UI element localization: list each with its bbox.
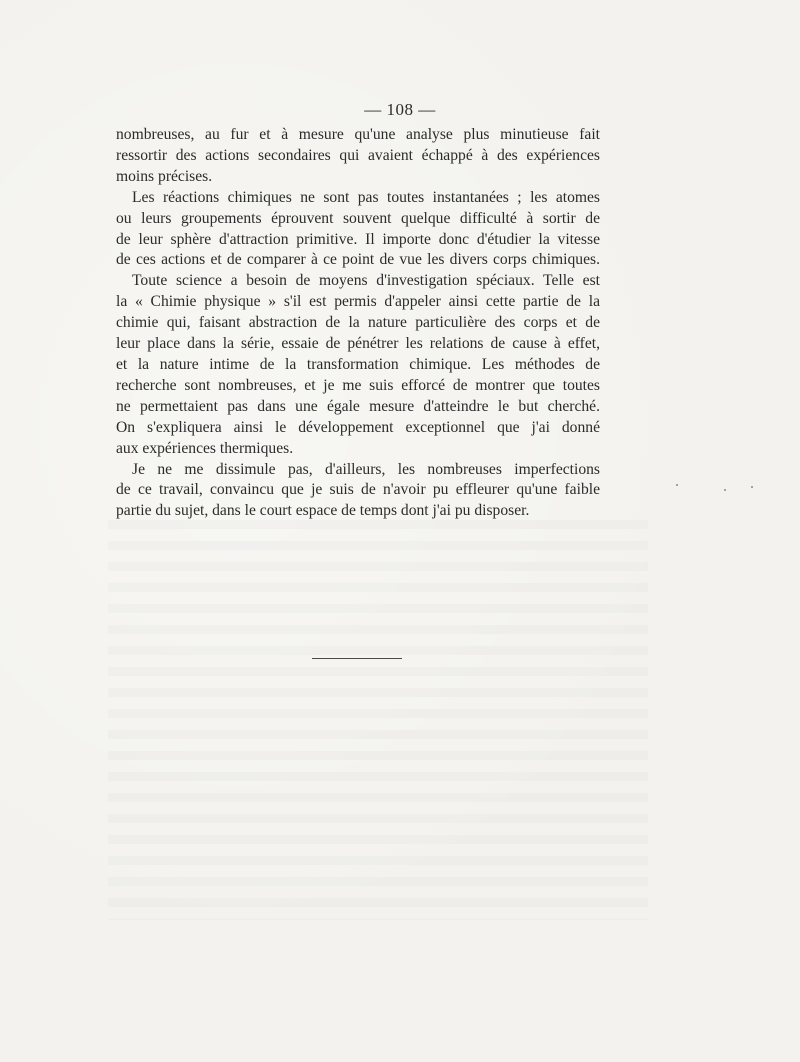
text-line: aux expériences thermiques. — [116, 439, 294, 457]
text-line: et la nature intime de la transformation chimique. Les méthodes de — [116, 355, 600, 373]
text-line: ressortir des actions secondaires qui avaient échappé à des expériences — [116, 146, 600, 164]
text-line: la « Chimie physique » s'il est permis d'appeler ainsi cette partie de la — [116, 293, 600, 311]
text-line: On s'expliquera ainsi le développement exceptionnel que j'ai donné — [116, 418, 600, 436]
text-line: Je ne me dissimule pas, d'ailleurs, les nombreuses imperfections — [132, 460, 600, 478]
text-line: chimie qui, faisant abstraction de la nature particulière des corps et de — [116, 314, 600, 332]
paper-speck — [724, 489, 726, 491]
paper-speck — [676, 484, 678, 486]
text-line: moins précises. — [116, 167, 213, 185]
text-line: de ces actions et de comparer à ce point de vue les divers corps chimiques. — [116, 251, 600, 269]
text-line: de leur sphère d'attraction primitive. Il importe donc d'étudier la vitesse — [116, 230, 600, 248]
text-line: leur place dans la série, essaie de pénétrer les relations de cause à effet, — [116, 335, 600, 353]
paper-speck — [751, 486, 753, 488]
text-line: de ce travail, convaincu que je suis de n'avoir pu effleurer qu'une faible — [116, 481, 600, 499]
section-divider-rule — [312, 658, 402, 659]
text-line: nombreuses, au fur et à mesure qu'une analyse plus minutieuse fait — [116, 126, 600, 143]
page-number: — 108 — — [364, 100, 436, 119]
text-line: recherche sont nombreuses, et je me suis efforcé de montrer que toutes — [116, 376, 600, 394]
text-line: Les réactions chimiques ne sont pas toutes instantanées ; les atomes — [132, 188, 600, 206]
text-line: ne permettaient pas dans une égale mesure d'atteindre le but cherché. — [116, 397, 600, 415]
reverse-page-bleed-through — [108, 520, 648, 920]
text-line: partie du sujet, dans le court espace de temps dont j'ai pu disposer. — [116, 502, 530, 520]
body-text — [116, 125, 600, 522]
text-line: ou leurs groupements éprouvent souvent quelque difficulté à sortir de — [116, 209, 600, 227]
text-line: Toute science a besoin de moyens d'investigation spéciaux. Telle est — [132, 272, 600, 290]
